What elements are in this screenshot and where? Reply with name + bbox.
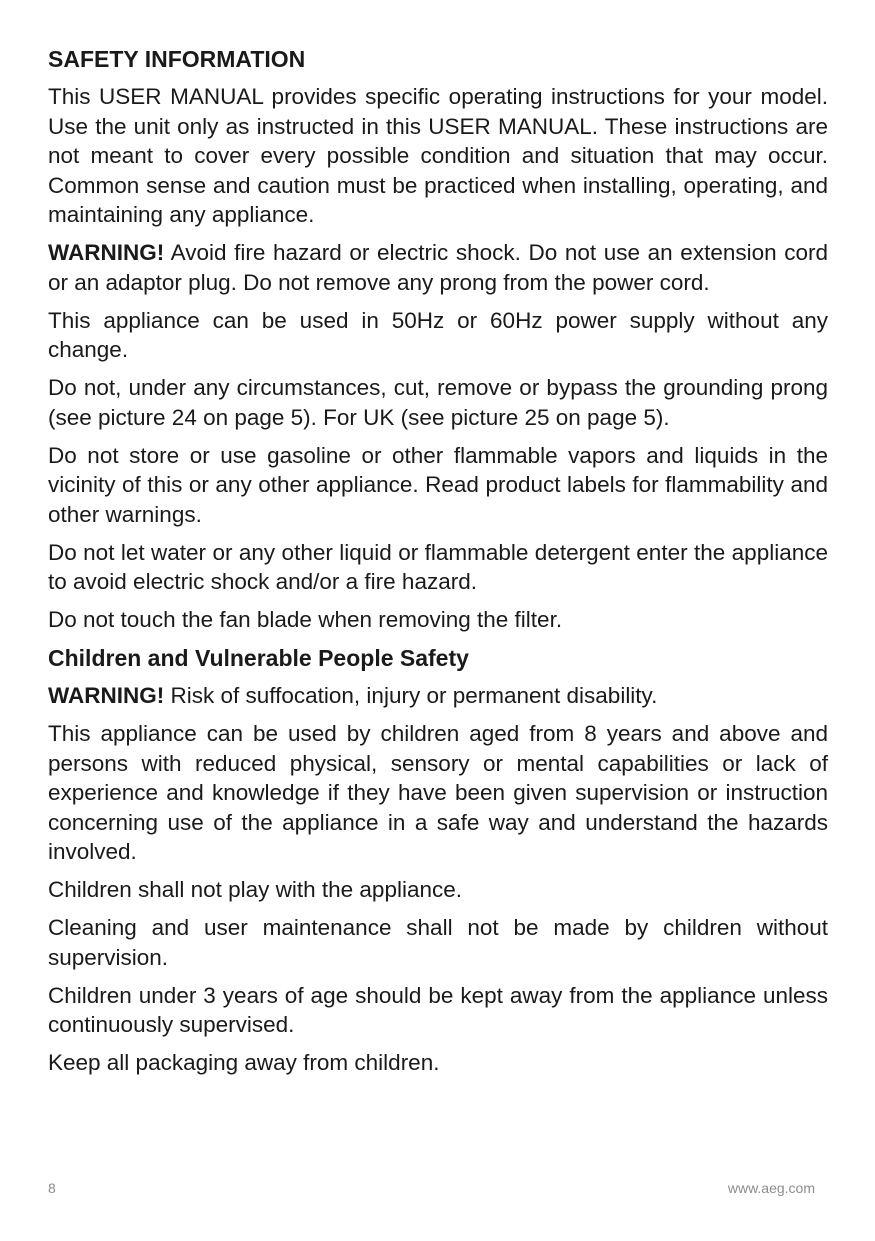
children-usage-paragraph: This appliance can be used by children aged from 8 years and above and persons with reduced physical, sensory or mental capabilities or lack of experience and knowledge if they have been given supervision or instruction concerning use of the appliance in a safe way and understand the hazards involved. [48,721,828,864]
warning-label: WARNING! [48,240,165,265]
manual-page [48,44,828,1086]
fan-blade-paragraph: Do not touch the fan blade when removing the filter. [48,607,563,632]
packaging-paragraph: Keep all packaging away from children. [48,1050,440,1075]
intro-paragraph: This USER MANUAL provides specific operating instructions for your model. Use the unit only as instructed in this USER MANUAL. These instructions are not meant to cover every possible condition and situation that may occur. Common sense and caution must be practiced when installing, operating, and maintaining any appliance. [48,84,828,227]
children-play-paragraph: Children shall not play with the appliance. [48,877,462,902]
page-number: 8 [48,1180,56,1196]
grounding-paragraph: Do not, under any circumstances, cut, remove or bypass the grounding prong (see picture 24 on page 5). For UK (see picture 25 on page 5). [48,375,828,430]
warning-paragraph-suffocation [48,681,828,711]
warning-label: WARNING! [48,683,165,708]
page-footer [48,1180,815,1200]
flammables-paragraph: Do not store or use gasoline or other flammable vapors and liquids in the vicinity of this or any other appliance. Read product labels for flammability and other warnings. [48,442,828,527]
warning-text: Avoid fire hazard or electric shock. Do not use an extension cord or an adaptor plug. Do not remove any prong from the power cord. [48,240,828,295]
section-title: SAFETY INFORMATION [48,46,306,72]
frequency-paragraph: This appliance can be used in 50Hz or 60Hz power supply without any change. [48,307,828,362]
website-link[interactable]: www.aeg.com [727,1180,815,1196]
warning-paragraph-fire [48,238,828,297]
warning-text: Risk of suffocation, injury or permanent disability. [164,683,658,708]
under-3-paragraph: Children under 3 years of age should be kept away from the appliance unless continuously supervised. [48,982,828,1037]
liquids-paragraph: Do not let water or any other liquid or flammable detergent enter the appliance to avoid electric shock and/or a fire hazard. [48,539,828,594]
children-safety-heading: Children and Vulnerable People Safety [48,645,469,671]
cleaning-paragraph: Cleaning and user maintenance shall not be made by children without supervision. [48,915,828,970]
